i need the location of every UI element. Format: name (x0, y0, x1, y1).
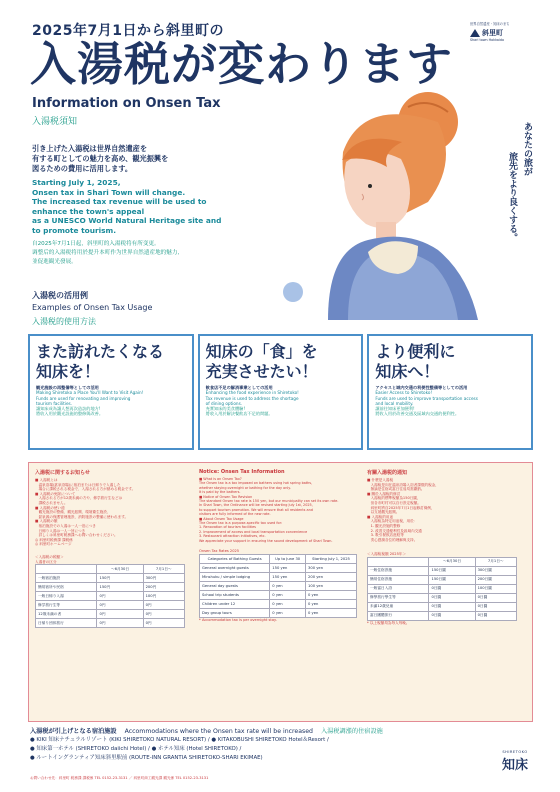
shiretoko-logo-big: 知床 (502, 758, 529, 773)
table-cell: 0日圓 (429, 602, 475, 611)
table-cell: 300日圓 (475, 566, 516, 575)
table-row (36, 610, 185, 619)
intro-en-line: Starting July 1, 2025, (32, 178, 121, 187)
intro-jp-line: 図るための費用に活用します。 (32, 164, 133, 173)
table-row (368, 584, 517, 593)
en-table-caption: Onsen Tax Rates 2025 (199, 549, 240, 554)
card-zh-line: 充實知床的美食體驗! (205, 406, 246, 412)
table-cell: 0円 (143, 619, 184, 628)
en-line: whether staying overnight or bathing for the day only. (199, 485, 291, 490)
card-en (206, 390, 356, 406)
table-cell: Children under 12 (200, 599, 270, 608)
jp-line: ■ 入湯税とは (35, 478, 58, 482)
logo-subtitle: 世界自然遺産・知床のまち (470, 22, 510, 26)
shiretoko-logo (502, 750, 528, 773)
en-line: 2. Improvement of access and local transportation convenience (199, 529, 308, 534)
table-cell: 一般日帰り入湯 (36, 592, 97, 601)
intro-jp-line: 引き上げた入湯税は世界自然遺産を (32, 144, 148, 153)
zh-line: 無論是住宿或當日往返均需繳納。 (367, 487, 425, 492)
intro-zh-line: 自2025年7月1日起，斜里町的入湯税将有所变更。 (32, 241, 160, 247)
en-line: The Onsen tax is a purpose-specific tax used for: (199, 521, 283, 526)
intro-jp (32, 144, 168, 174)
table-cell: 一般宿泊施設 (36, 574, 97, 583)
usage-zh: 入湯税的使用方法 (32, 317, 96, 326)
jp-line: ■ 入湯税の使い道 (35, 505, 65, 510)
en-table-note: * Accommodation tax is per overnight stay. (199, 617, 277, 622)
jp-table-sub: 入湯者の区分 (35, 559, 57, 564)
jp-column (35, 469, 191, 628)
table-cell: 簡易宿所や民宿 (36, 583, 97, 592)
jp-line: ■ 入湯税の免除について (35, 491, 76, 496)
card-title-line: 知床へ！ (375, 362, 440, 381)
card-zh-line: 將收入用於解決餐飲店不足的問題。 (205, 411, 273, 417)
intro-en-line: The increased tax revenue will be used to (32, 197, 207, 207)
zh-line: 入湯稅是向在溫泉浴場入浴者課徵的稅金， (367, 482, 439, 487)
en-line: ■ What is an Onsen Tax? (199, 477, 242, 481)
accommodation-heading-jp: 入湯税が引上げとなる宿泊施設 (30, 728, 117, 735)
card-jp: 飲食店不足の解消事業としての活用 (205, 385, 273, 390)
card-zh-line: 將收入用於改善交通及區域內交通的便利性。 (375, 411, 460, 417)
table-cell: 日帰り団体旅行 (36, 619, 97, 628)
table-row (36, 601, 185, 610)
zh-line: 2. 改善交通便利性及區域內交通 (367, 528, 422, 533)
logo-english: Shari town Hokkaido (470, 37, 504, 42)
table-row (36, 592, 185, 601)
table-cell: 100円 (143, 592, 184, 601)
table-cell: 300 yen (306, 563, 357, 572)
table-cell: 未滿12歲兒童 (368, 602, 429, 611)
date-line: 2025年7月1日から斜里町の (32, 23, 224, 39)
table-header: Categories of Bathing Guests (200, 554, 270, 563)
vertical-slogan-line-2: 旅先をより良くする。 (507, 152, 517, 242)
card-en-line: Tax revenue is used to address the shortage (205, 395, 299, 401)
table-cell: 0日圓 (475, 611, 516, 620)
en-line: 3. Restaurant attraction initiatives, etc. (199, 534, 266, 539)
card-title (206, 342, 356, 382)
table-row (200, 608, 357, 617)
table-cell: 當日團體旅行 (368, 611, 429, 620)
jp-rate-table (35, 564, 185, 628)
accommodation-heading-zh: 入湯税調漲的住宿設施 (320, 728, 383, 735)
zh-column (367, 469, 525, 626)
info-panel (28, 462, 533, 722)
jp-body (35, 478, 191, 547)
en-line: We appreciate your support in ensuring the sound development of Shari Town. (199, 538, 333, 543)
card-en-line: Making Shiretoko a Place You'll Want to Visit Again! (36, 390, 144, 396)
en-line: visitors are fully informed of the new rate. (199, 512, 271, 517)
jp-line: 鉱泉源の保護管理施設、消防施設の整備に使われます。 (35, 514, 129, 519)
intro-zh-line: 调整后的入湯税将用於提升本町作为世界自然遗産地的魅力, (32, 250, 180, 256)
logo-name: 斜里町 (482, 28, 503, 37)
shiretoko-logo-small: SHIRETOKO (502, 750, 528, 754)
zh-heading: 有關入湯税的通知 (367, 470, 408, 476)
mountain-icon (470, 28, 480, 37)
zh-line: 1. 觀光設施的整修 (367, 523, 401, 528)
intro-en-line: enhance the town's appeal (32, 206, 145, 216)
table-row (200, 581, 357, 590)
table-cell: 0円 (143, 601, 184, 610)
jp-line: 入湯される方が12歳未満の方や、修学旅行生などは (35, 496, 123, 501)
table-cell: Day group tours (200, 608, 270, 617)
table-cell: 100 yen (306, 581, 357, 590)
jp-table-caption: ＜入湯税の税額＞ (35, 554, 64, 559)
usage-jp: 入湯税の活用例 (32, 291, 88, 300)
jp-line: ◎ 斜里町ホームページ (35, 542, 72, 547)
table-cell: 200日圓 (475, 575, 516, 584)
usage-card-3 (367, 334, 533, 450)
card-zh (206, 406, 356, 417)
en-rate-table (199, 554, 357, 618)
accommodation-heading-en: Accommodations where the Onsen tax rate will be increased (124, 728, 313, 735)
shari-logo (470, 22, 510, 42)
card-jp: アクセスと域内交通の利便性整備等としての活用 (375, 385, 468, 390)
contact-line: お問い合わせ先：斜里町 税務課 課税係 TEL 0152-23-3131 ／ 斜里町商工観光課 観光係 TEL 0152-23-3131 (30, 776, 209, 780)
zh-line: ■ 關於入湯稅的修訂 (367, 491, 401, 496)
card-en (375, 390, 525, 406)
jp-line: 宿泊施設での入湯は一人一泊につき (35, 523, 97, 528)
card-en-line: tourism facilities. (36, 400, 73, 406)
table-header (36, 565, 97, 574)
table-header: ～6月30日 (429, 557, 475, 566)
english-title: Information on Onsen Tax (32, 96, 221, 111)
card-title (36, 342, 186, 382)
en-line: It is paid by the bathers. (199, 490, 241, 495)
table-row (200, 599, 357, 608)
table-cell: 0 yen (270, 599, 306, 608)
zh-rate-table (367, 557, 517, 621)
usage-cards (28, 334, 533, 450)
table-cell: 0円 (97, 592, 143, 601)
zh-line: 但各市町村可以自行設定稅額。 (367, 500, 421, 505)
jp-line: 場合に課税される税金で、入湯される方が納める税金です。 (35, 487, 136, 492)
traveler-illustration (258, 82, 498, 320)
en-line: to support tourism promotion. We will ensure that all residents and (199, 507, 313, 512)
table-cell: 200 yen (306, 572, 357, 581)
en-line: The Onsen tax is a tax imposed on bathers using hot spring baths, (199, 481, 313, 486)
table-cell: 200円 (143, 583, 184, 592)
table-cell: 0 yen (270, 608, 306, 617)
table-cell: 150日圓 (429, 575, 475, 584)
table-row (36, 583, 185, 592)
table-header: ～6月30日 (97, 565, 143, 574)
headline: 入湯税が変わります (30, 37, 453, 91)
card-title-line: 充実させたい！ (205, 362, 318, 381)
intro-en (32, 178, 221, 236)
table-cell: 150円 (97, 583, 143, 592)
table-cell: 300円 (143, 574, 184, 583)
zh-line: ■ 入湯稅的用途 (367, 514, 394, 519)
accommodation-section (30, 727, 500, 763)
table-cell: 150 yen (270, 572, 306, 581)
zh-line: 3. 吸引餐飲店進駐等 (367, 533, 404, 538)
table-cell: 0日圓 (475, 593, 516, 602)
en-line: ■ Notice of Onsen Tax Revision (199, 494, 253, 499)
zh-table-note: * 以上稅額均為每人每晚。 (367, 620, 410, 625)
jp-line: 課税されません。 (35, 500, 68, 505)
card-zh-line: 讓知床成為讓人想再次造訪的地方! (36, 406, 101, 412)
card-title-line: 知床を！ (36, 362, 101, 381)
table-cell: Minshuku / simple lodging (200, 572, 270, 581)
table-cell: General day guests (200, 581, 270, 590)
zh-line: ■ 什麼是入湯稅 (367, 478, 394, 482)
table-row (368, 593, 517, 602)
table-cell: 0 yen (306, 599, 357, 608)
table-cell: 修学旅行生等 (36, 601, 97, 610)
table-cell: 0日圓 (429, 584, 475, 593)
table-header: Up to June 30 (270, 554, 306, 563)
table-cell: 0 yen (270, 590, 306, 599)
usage-en: Examples of Onsen Tax Usage (32, 303, 153, 312)
en-line: The standard Onsen tax rate is 150 yen, but our municipality can set its own rate. (199, 499, 339, 504)
zh-line: 衷心感謝各位的理解與支持。 (367, 537, 418, 542)
table-cell: 0円 (97, 619, 143, 628)
intro-en-line: Onsen tax in Shari Town will change. (32, 187, 186, 197)
table-cell: 0 yen (306, 590, 357, 599)
table-row (368, 602, 517, 611)
table-cell: 150日圓 (429, 566, 475, 575)
jp-line: 詳しくは斜里町税務課へお問い合わせください。 (35, 533, 118, 538)
card-zh-line: 將收入用於觀光設施的整修與改善。 (36, 411, 104, 417)
en-column (199, 469, 359, 622)
jp-line: ◎ 斜里町税務課 課税係 (35, 537, 73, 542)
table-row (200, 590, 357, 599)
jp-line: 観光施設の整備、観光振興、環境衛生施設、 (35, 510, 111, 515)
table-cell: 150円 (97, 574, 143, 583)
table-row (368, 575, 517, 584)
table-header (368, 557, 429, 566)
accommodation-list-3: ● ルートイングランティア知床斜里駅前 (ROUTE-INN GRANTIA SHIRETOKO-SHARI EKIMAE) (30, 755, 263, 761)
zh-line: 以支援觀光振興。 (367, 510, 400, 515)
table-cell: 修學旅行學生等 (368, 593, 429, 602)
usage-card-1 (28, 334, 194, 450)
intro-jp-line: 有する町としての魅力を高め、観光振興を (32, 154, 169, 163)
zh-body (367, 478, 525, 542)
accommodation-list-2: ● 知床第一ホテル (SHIRETOKO daiichi Hotel) / ● ホテル知床 (Hotel SHIRETOKO) / (30, 746, 242, 752)
chinese-title: 入湯税須知 (32, 117, 78, 127)
table-header-row (368, 557, 517, 566)
table-cell: 0円 (97, 601, 143, 610)
card-en-line: Easier Access to Shiretoko! (375, 390, 433, 396)
jp-line: 温泉浴場(鉱泉浴場)に宿泊または日帰りで入湯した (35, 482, 121, 487)
table-cell: School trip students (200, 590, 270, 599)
table-cell: 0日圓 (429, 611, 475, 620)
table-row (200, 563, 357, 572)
table-cell: 12歳未満の者 (36, 610, 97, 619)
intro-en-line: as a UNESCO World Natural Heritage site and (32, 216, 222, 226)
table-cell: 0 yen (306, 608, 357, 617)
card-en-line: Enhancing the food experience in Shiretoko! (205, 390, 299, 396)
table-cell: 簡易住宿設施 (368, 575, 429, 584)
card-title-line: また訪れたくなる (36, 342, 165, 361)
table-header: 7月1日～ (143, 565, 184, 574)
zh-table-caption: ＜入湯稅稅額 2025年＞ (367, 552, 407, 557)
table-cell: 0円 (143, 610, 184, 619)
table-cell: 100日圓 (475, 584, 516, 593)
table-cell: 0日圓 (429, 593, 475, 602)
table-cell: 0円 (97, 610, 143, 619)
card-en-line: Funds are used for renovating and improving (36, 395, 131, 401)
table-header: 7月1日～ (475, 557, 516, 566)
table-cell: 150 yen (270, 563, 306, 572)
intro-zh-line: 並促進観光發展。 (32, 259, 77, 265)
en-body (199, 477, 359, 543)
intro-en-line: to promote tourism. (32, 225, 117, 235)
intro-zh (32, 240, 179, 267)
table-header-row (200, 554, 357, 563)
table-cell: 0 yen (270, 581, 306, 590)
zh-line: 斜里町將自2025年7月1日起修訂條例， (367, 505, 435, 510)
en-heading: Notice: Onsen Tax Information (199, 469, 285, 475)
card-jp: 観光施設の再整備等としての活用 (36, 385, 99, 390)
table-row (368, 566, 517, 575)
table-row (36, 619, 185, 628)
usage-card-2 (198, 334, 364, 450)
table-cell: 一般當日入浴 (368, 584, 429, 593)
table-row (368, 611, 517, 620)
card-en-line: of dining options. (205, 400, 243, 406)
card-title (375, 342, 525, 382)
en-line: ■ About Onsen Tax Usage (199, 516, 244, 521)
table-header-row (36, 565, 185, 574)
jp-heading: 入湯税に関するお知らせ (35, 470, 90, 476)
zh-line: 入湯稅為特定用途稅，用於： (367, 519, 418, 524)
card-zh (375, 406, 525, 417)
zh-line: 入湯稅的標準稅額為150日圓， (367, 496, 421, 501)
vertical-slogan-line-1: あなたの旅が (522, 122, 532, 176)
en-line: 1. Renovation of tourism facilities (199, 525, 256, 530)
card-zh (36, 406, 186, 417)
table-header: Starting July 1, 2025 (306, 554, 357, 563)
card-zh-line: 讓前往知床更加便利! (375, 406, 415, 412)
card-title-line: より便利に (375, 342, 456, 361)
table-cell: General overnight guests (200, 563, 270, 572)
accommodation-list-1: ● KIKI 知床ナチュラルリゾート (KIKI SHIRETOKO NATURAL RESORT) / ● KITAKOBUSHI SHIRETOKO Hotel＆Resort / (30, 737, 329, 743)
jp-line: 日帰り入湯は一人一回につき (35, 528, 86, 533)
en-line: In Shari Town, the Ordinance will be revised starting July 1st, 2025, (199, 503, 313, 508)
table-row (200, 572, 357, 581)
card-title-line: 知床の「食」を (205, 342, 318, 361)
card-en (36, 390, 186, 406)
jp-line: ■ 入湯税の額 (35, 519, 58, 524)
table-cell: 0日圓 (475, 602, 516, 611)
table-row (36, 574, 185, 583)
vertical-slogan (506, 122, 534, 242)
card-en-line: and local mobility. (375, 400, 414, 406)
card-en-line: Funds are used to improve transportation access (375, 395, 478, 401)
table-cell: 一般住宿設施 (368, 566, 429, 575)
